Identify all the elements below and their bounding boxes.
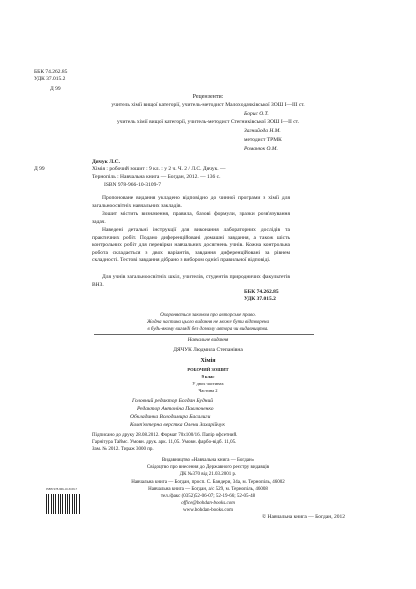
catalog-line-2: Тернопіль : Навчальна книга — Богдан, 2012. — 136 с. — [92, 174, 221, 180]
catalog-paragraph-2: Зошит містить визначення, правила, базові формули, зразки розв'язування задач. — [92, 211, 290, 225]
catalog-isbn: ISBN 978-966-10-3109-7 — [104, 182, 161, 188]
print-details-1: Підписано до друку 28.08.2012. Формат 70х100/16. Папір офсетний. — [92, 433, 238, 438]
copyright-notice-2: Жодна частина цього видання не може бути відтворена — [147, 320, 269, 325]
publisher-6: тел./факс (0352)52-06-07; 52-19-66; 52-05-48 — [160, 494, 256, 499]
reviewer-3-name: Романюк О.М. — [244, 146, 278, 152]
catalog-paragraph-1: Пропоноване видання укладено відповідно до чинної програми з хімії для загальноосвітніх навчальних закладів. — [92, 195, 290, 209]
imprint-cover: Обкладинка Володимира Басалиги — [130, 414, 211, 420]
publisher-website: www.bohdan-books.com — [183, 508, 233, 513]
reviewer-1-role: учитель хімії вищої категорії, учитель-методист Малохoдачківської ЗОШ І—ІІІ ст. — [111, 102, 305, 108]
print-details-2: Гарнітура Таймс. Умовн. друк. арк. 11,05. Умовн. фарбо-відб. 11,05. — [92, 440, 237, 445]
imprint-grade: 9 клас — [201, 374, 215, 379]
print-details-3: Зам. № 2012. Тираж 3000 пр. — [92, 447, 154, 452]
reviewer-2-role: учитель хімії вищої категорії, учитель-методист Стегниківської ЗОШ І—ІІ ст. — [116, 119, 300, 125]
imprint-chief-editor: Головний редактор Богдан Будний — [132, 398, 213, 404]
imprint-editor: Редактор Антоніна Павлюченко — [137, 406, 214, 412]
publisher-5: Навчальна книга — Богдан, а/с 529, м. Тернопіль, 46008 — [148, 487, 268, 492]
author-mark: Д 99 — [50, 86, 61, 92]
copyright-line: © Навчальна книга — Богдан, 2012 — [262, 514, 345, 520]
reviewer-3-role: методист ТРМК — [244, 137, 282, 143]
imprint-title: Хімія — [200, 358, 216, 364]
divider-line — [94, 334, 314, 335]
imprint-author-full: ДЯЧУК Людмила Степанівна — [173, 347, 243, 353]
catalog-paragraph-4: Для учнів загальноосвітніх шкіл, учителів, студентів природничих факультетів ВНЗ. — [92, 274, 290, 288]
bbk-code: ББК 74.262.85 — [34, 69, 68, 75]
publisher-3: ДК №370 від 21.03.2001 р. — [179, 472, 237, 477]
imprint-genre: Навчальне видання — [187, 338, 229, 343]
reviewer-1-name: Борис О.Т. — [244, 111, 269, 117]
udk-code: УДК 37.015.2 — [34, 76, 66, 82]
catalog-bbk: ББК 74.262.85 — [244, 289, 279, 295]
publisher-1: Видавництво «Навчальна книга — Богдан» — [161, 458, 255, 463]
copyright-notice-3: в будь-якому вигляді без дозволу автора чи видавництва. — [147, 327, 269, 332]
copyright-notice-1: Охороняється законом про авторське право. — [160, 313, 256, 318]
imprint-part: Частина 2 — [198, 388, 218, 393]
publisher-2: Свідоцтво про внесення до Державного реєстру видавців — [146, 465, 270, 470]
catalog-line-1: Хімія : робочий зошит : 9 кл. : у 2 ч. Ч. 2 / Л.С. Дячук. — — [92, 166, 226, 172]
barcode — [46, 494, 80, 514]
catalog-author: Дячук Л.С. — [92, 159, 120, 165]
catalog-paragraph-3: Наведені детальні інструкції для виконання лабораторних дослідів та практичних робіт. Подано диференційовані домашні завдання, а також шість контрольних робіт для перевірки навчальних досягнень учнів. Кожна контрольна робота складається з двох варіантів, завдання диференційовані за рівнем складності. Тестові завдання дібрано з вибором однієї правильної відповіді. — [92, 227, 290, 264]
catalog-code: Д 99 — [34, 166, 45, 172]
barcode-isbn-text: ISBN 978-966-10-3109-7 — [46, 487, 78, 491]
reviewer-2-name: Загнийода Н.М. — [244, 128, 281, 134]
publisher-4: Навчальна книга — Богдан, просп. С. Бандери, 34а, м. Тернопіль, 46002 — [131, 480, 285, 485]
imprint-parts: У двох частинах — [192, 381, 224, 386]
reviewers-heading: Рецензенти: — [192, 94, 224, 100]
imprint-subtitle: РОБОЧИЙ ЗОШИТ — [187, 367, 229, 372]
imprint-layout: Комп'ютерна верстка Олени Захарійчук — [130, 422, 225, 428]
publisher-email: office@bohdan-books.com — [181, 501, 235, 506]
catalog-udk: УДК 37.015.2 — [244, 296, 276, 302]
